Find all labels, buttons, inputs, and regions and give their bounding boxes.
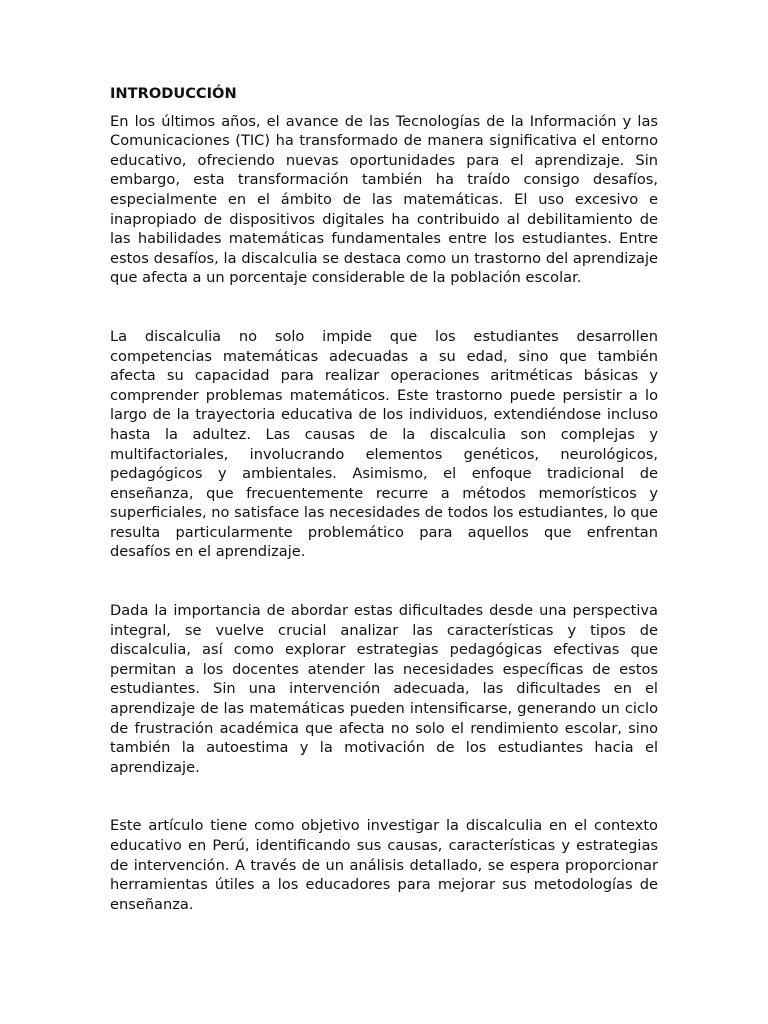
section-heading: INTRODUCCIÓN	[110, 85, 237, 102]
paragraph-intro: En los últimos años, el avance de las Tecnologías de la Información y las Comunicaciones (TIC) ha transformado de manera significativa el entorno educativo, ofreciendo nuevas oportunidades para el aprendizaje. Sin embargo, esta transformación también ha traído consigo desafíos, especialmente en el ámbito de las matemáticas. El uso excesivo e inapropiado de dispositivos digitales ha contribuido al debilitamiento de las habilidades matemáticas fundamentales entre los estudiantes. Entre estos desafíos, la discalculia se destaca como un trastorno del aprendizaje que afecta a un porcentaje considerable de la población escolar.	[110, 112, 658, 287]
paragraph-gap	[110, 562, 658, 601]
paragraph-gap	[110, 777, 658, 816]
paragraph-discalculia: La discalculia no solo impide que los estudiantes desarrollen competencias matemáticas adecuadas a su edad, sino que también afecta su capacidad para realizar operaciones aritméticas básicas y comprender problemas matemáticos. Este trastorno puede persistir a lo largo de la trayectoria educativa de los individuos, extendiéndose incluso hasta la adultez. Las causas de la discalculia son complejas y multifactoriales, involucrando elementos genéticos, neurológicos, pedagógicos y ambientales. Asimismo, el enfoque tradicional de enseñanza, que frecuentemente recurre a métodos memorísticos y superficiales, no satisface las necesidades de todos los estudiantes, lo que resulta particularmente problemático para aquellos que enfrentan desafíos en el aprendizaje.	[110, 327, 658, 561]
paragraph-importance: Dada la importancia de abordar estas dificultades desde una perspectiva integral, se vuelve crucial analizar las características y tipos de discalculia, así como explorar estrategias pedagógicas efectivas que permitan a los docentes atender las necesidades específicas de estos estudiantes. Sin una intervención adecuada, las dificultades en el aprendizaje de las matemáticas pueden intensificarse, generando un ciclo de frustración académica que afecta no solo el rendimiento escolar, sino también la autoestima y la motivación de los estudiantes hacia el aprendizaje.	[110, 602, 658, 776]
document-page	[110, 84, 658, 914]
paragraph-objective: Este artículo tiene como objetivo investigar la discalculia en el contexto educativo en Perú, identificando sus causas, características y estrategias de intervención. A través de un análisis detallado, se espera proporcionar herramientas útiles a los educadores para mejorar sus metodologías de enseñanza.	[110, 817, 658, 913]
paragraph-gap	[110, 288, 658, 327]
